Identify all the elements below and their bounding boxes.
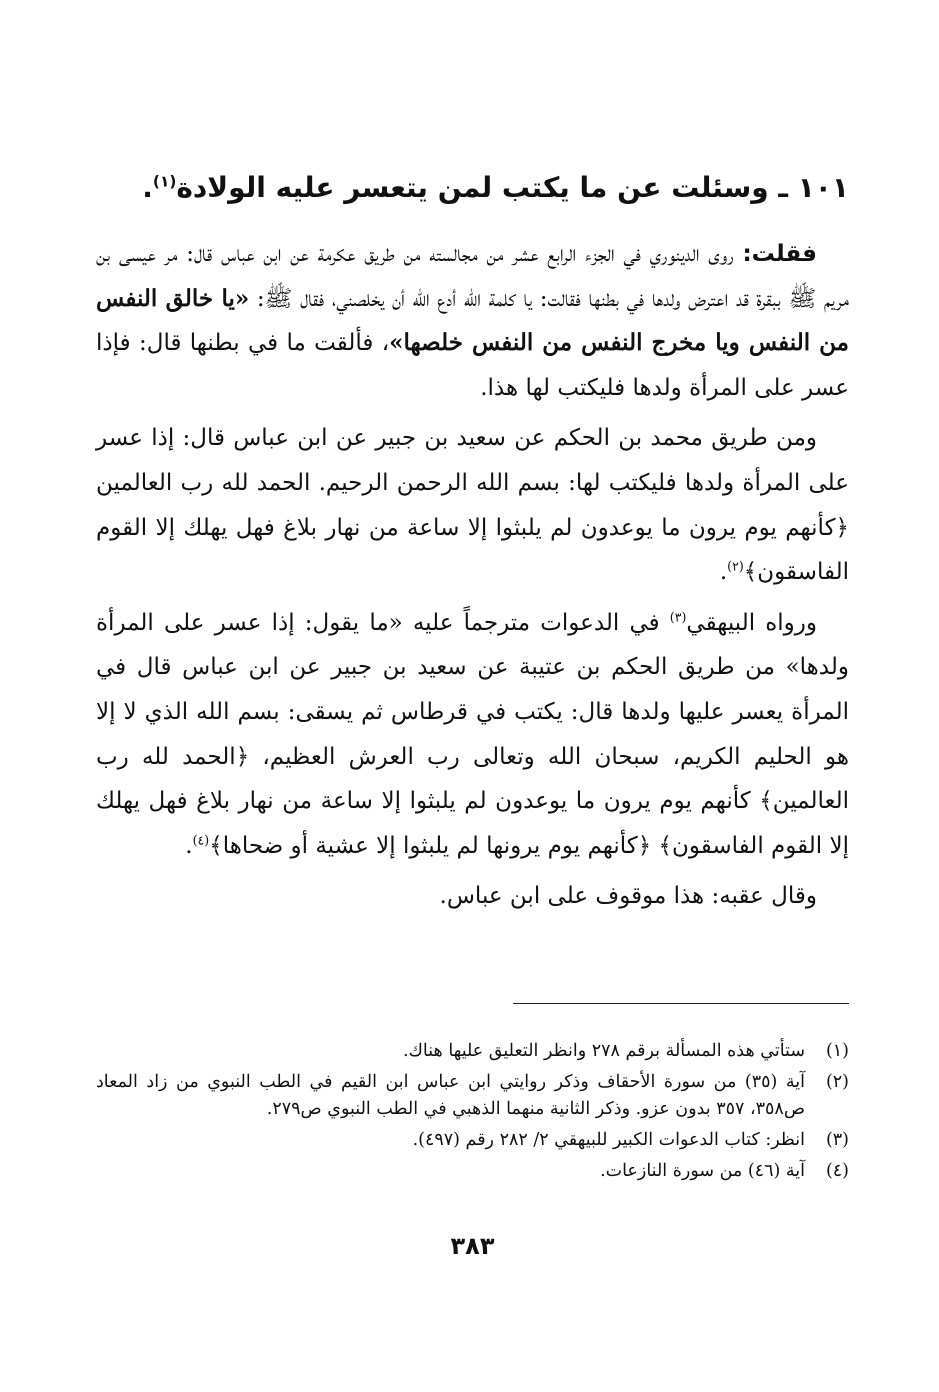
main-text	[96, 232, 849, 925]
footnote-divider	[513, 1003, 849, 1004]
footnote-item	[96, 1038, 849, 1065]
footnote-item	[96, 1158, 849, 1185]
footnote-ref: (٣)	[669, 609, 687, 625]
title-end: .	[142, 171, 153, 204]
paragraph-text-before: ورواه البيهقي	[686, 609, 817, 636]
paragraph-1	[96, 232, 849, 410]
footnote-number: (١)	[825, 1041, 849, 1061]
footnote-ref: (٢)	[727, 558, 744, 574]
footnote-text: انظر: كتاب الدعوات الكبير للبيهقي ٢/ ٢٨٢ رقم (٤٩٧).	[412, 1130, 805, 1150]
footnotes	[96, 1038, 849, 1189]
footnote-number: (٢)	[825, 1072, 849, 1092]
footnote-item	[96, 1069, 849, 1123]
footnote-ref: (٤)	[192, 832, 210, 848]
paragraph-text: روى الدينوري في الجزء الرابع عشر من مجالسته من طريق عكرمة عن ابن عباس قال: مر عيسى بن مريم ﷺ ببقرة قد اعترض ولدها في بطنها فقالت: يا كلمة الله أدع الله أن يخلصني، فقال ﷺ:	[96, 241, 850, 312]
paragraph-end: .	[719, 559, 728, 586]
document-page	[96, 0, 849, 1392]
paragraph-bold-quote: «يا خالق النفس من النفس ويا مخرج النفس من النفس خلصها»	[96, 284, 849, 357]
footnote-number: (٤)	[825, 1161, 849, 1181]
footnote-text: ستأتي هذه المسألة برقم ٢٧٨ وانظر التعليق عليها هناك.	[402, 1041, 805, 1061]
title-footnote-ref: (١)	[152, 172, 177, 191]
paragraph-tail: ، فألقت ما في بطنها قال: فإذا عسر على المرأة ولدها فليكتب لها هذا.	[96, 330, 849, 401]
page-number: ٣٨٣	[450, 1232, 495, 1260]
paragraph-2	[96, 416, 849, 594]
paragraph-text: ومن طريق محمد بن الحكم عن سعيد بن جبير عن ابن عباس قال: إذا عسر على المرأة ولدها فليكتب لها: بسم الله الرحمن الرحيم. الحمد لله رب العالمين ﴿كأنهم يوم يرون ما يوعدون لم يلبثوا إلا ساعة من نهار بلاغ فهل يهلك إلا القوم الفاسقون﴾	[96, 425, 849, 586]
paragraph-4	[96, 874, 849, 919]
footnote-text: آية (٣٥) من سورة الأحقاف وذكر روايتي ابن عباس ابن القيم في الطب النبوي من زاد المعاد ص٣٥٨، ٣٥٧ بدون عزو. وذكر الثانية منهما الذهبي في الطب النبوي ص٢٧٩.	[96, 1072, 805, 1119]
title-text: ١٠١ ـ وسئلت عن ما يكتب لمن يتعسر عليه الولادة	[176, 171, 849, 204]
footnote-text: آية (٤٦) من سورة النازعات.	[600, 1161, 805, 1181]
paragraph-lead: فقلت:	[742, 241, 817, 267]
footnote-item	[96, 1127, 849, 1154]
paragraph-text-after: في الدعوات مترجماً عليه «ما يقول: إذا عسر على المرأة ولدها» من طريق الحكم بن عتيبة عن سعيد بن جبير عن ابن عباس قال في المرأة يعسر عليها ولدها قال: يكتب في قرطاس ثم يسقى: بسم الله الذي لا إلا هو الحليم الكريم، سبحان الله وتعالى رب العرش العظيم، ﴿الحمد لله رب العالمين﴾ كأنهم يوم يرون ما يوعدون لم يلبثوا إلا ساعة من نهار بلاغ فهل يهلك إلا القوم الفاسقون﴾ ﴿كأنهم يوم يرونها لم يلبثوا إلا عشية أو ضحاها﴾	[96, 609, 849, 859]
paragraph-end: .	[185, 832, 193, 859]
paragraph-3	[96, 601, 849, 869]
paragraph-text: وقال عقبه: هذا موقوف على ابن عباس.	[439, 883, 817, 910]
question-title	[96, 166, 849, 210]
footnote-number: (٣)	[825, 1130, 849, 1150]
